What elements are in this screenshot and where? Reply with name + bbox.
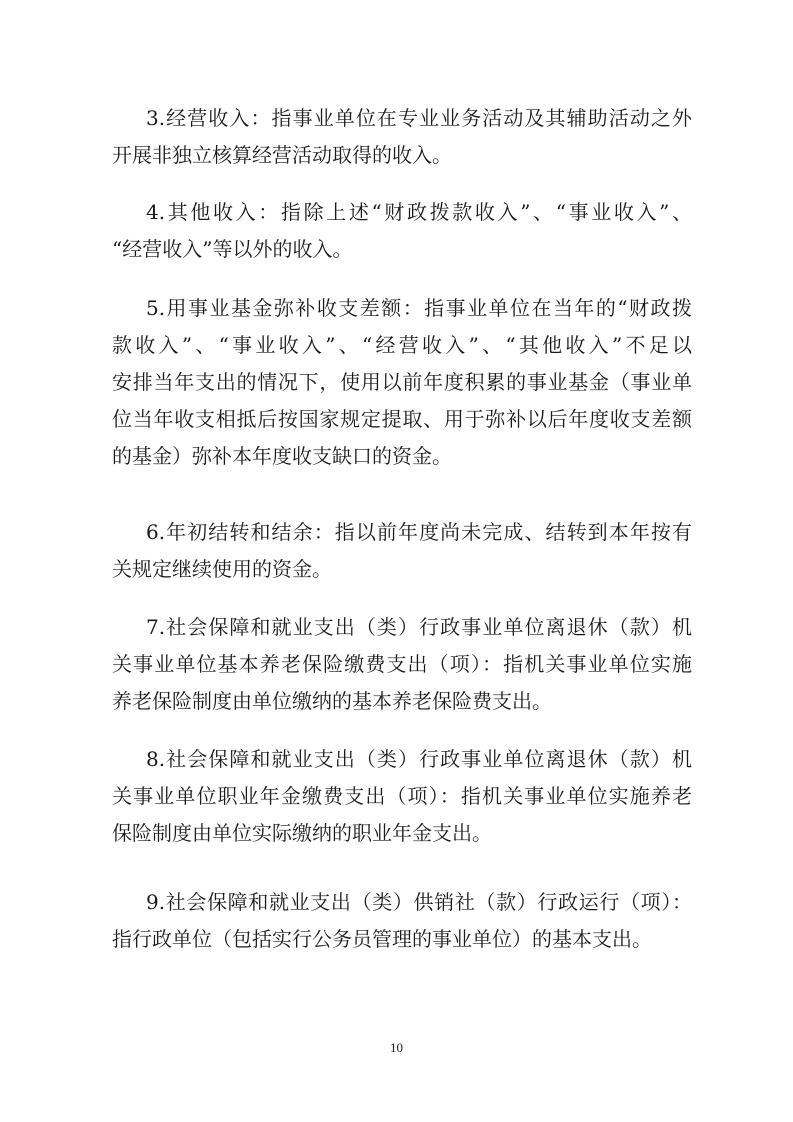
paragraph-line: 9.社会保障和就业支出（类）供销社（款）行政运行（项）： bbox=[146, 890, 692, 914]
paragraph-line: 7.社会保障和就业支出（类）行政事业单位离退休（款）机 bbox=[146, 615, 692, 639]
page-number: 10 bbox=[390, 1040, 403, 1055]
paragraph-line: 8.社会保障和就业支出（类）行政事业单位离退休（款）机 bbox=[146, 747, 692, 771]
paragraph-line: 5.用事业基金弥补收支差额：指事业单位在当年的“财政拨 bbox=[146, 296, 692, 320]
paragraph-other-income bbox=[112, 194, 692, 268]
paragraph-occupational-annuity bbox=[112, 741, 692, 852]
paragraph-line: 安排当年支出的情况下，使用以前年度积累的事业基金（事业单 bbox=[112, 370, 692, 394]
paragraph-line: 关事业单位职业年金缴费支出（项）：指机关事业单位实施养老 bbox=[112, 784, 692, 808]
paragraph-administrative-operation bbox=[112, 884, 692, 958]
paragraph-line: 关事业单位基本养老保险缴费支出（项）：指机关事业单位实施 bbox=[112, 652, 692, 676]
paragraph-operating-income bbox=[112, 100, 692, 174]
paragraph-line: 指行政单位（包括实行公务员管理的事业单位）的基本支出。 bbox=[112, 927, 652, 951]
paragraph-business-fund bbox=[112, 290, 692, 475]
paragraph-line: “经营收入”等以外的收入。 bbox=[112, 237, 353, 261]
paragraph-basic-pension bbox=[112, 609, 692, 720]
paragraph-line: 保险制度由单位实际缴纳的职业年金支出。 bbox=[112, 821, 492, 845]
paragraph-line: 关规定继续使用的资金。 bbox=[112, 557, 332, 581]
paragraph-line: 的基金）弥补本年度收支缺口的资金。 bbox=[112, 444, 452, 468]
paragraph-line: 养老保险制度由单位缴纳的基本养老保险费支出。 bbox=[112, 689, 552, 713]
paragraph-line: 位当年收支相抵后按国家规定提取、用于弥补以后年度收支差额 bbox=[112, 407, 692, 431]
paragraph-line: 3.经营收入：指事业单位在专业业务活动及其辅助活动之外 bbox=[146, 106, 692, 130]
paragraph-line: 开展非独立核算经营活动取得的收入。 bbox=[112, 143, 452, 167]
paragraph-line: 4.其他收入：指除上述“财政拨款收入”、“事业收入”、 bbox=[146, 200, 692, 224]
paragraph-line: 款收入”、“事业收入”、“经营收入”、“其他收入”不足以 bbox=[112, 333, 692, 357]
paragraph-line: 6.年初结转和结余：指以前年度尚未完成、结转到本年按有 bbox=[146, 520, 692, 544]
paragraph-carryover bbox=[112, 514, 692, 588]
